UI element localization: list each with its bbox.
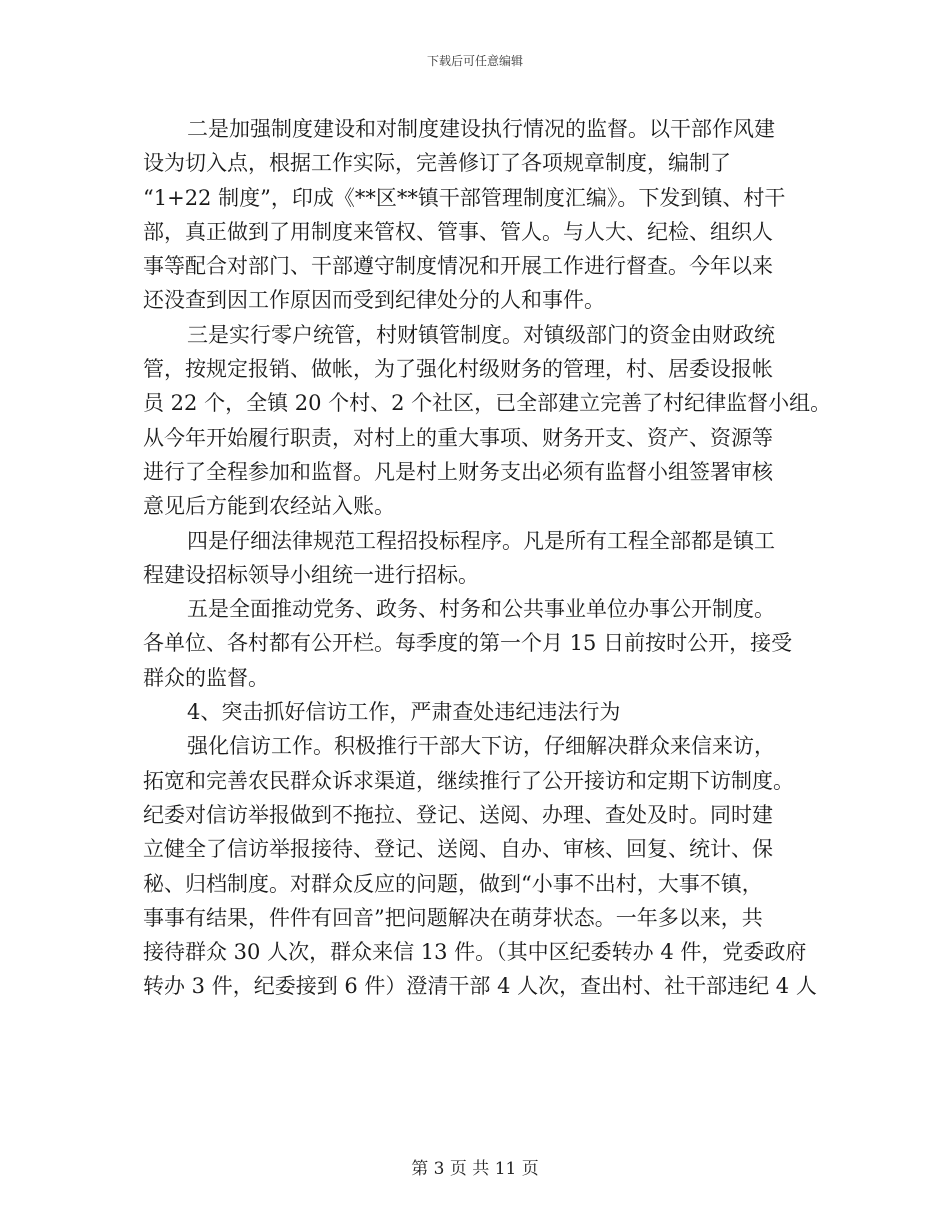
text-line: 各单位、各村都有公开栏。每季度的第一个月 15 日前按时公开，接受: [143, 631, 793, 656]
text-line: 纪委对信访举报做到不拖拉、登记、送阅、办理、查处及时。同时建: [143, 802, 773, 827]
text-line: 秘、归档制度。对群众反应的问题，做到“小事不出村，大事不镇，: [143, 871, 763, 896]
page-number: 第 3 页 共 11 页: [411, 1159, 539, 1179]
text-line: 4、突击抓好信访工作，严肃查处违纪违法行为: [187, 700, 621, 725]
text-line: 拓宽和完善农民群众诉求渠道，继续推行了公开接访和定期下访制度。: [143, 768, 794, 793]
page-header: 下载后可任意编辑: [426, 54, 523, 68]
text-line: 立健全了信访举报接待、登记、送阅、自办、审核、回复、统计、保: [143, 837, 773, 862]
text-line: “1+22 制度”，印成《**区**镇干部管理制度汇编》。下发到镇、村干: [143, 185, 786, 210]
text-line: 进行了全程参加和监督。凡是村上财务支出必须有监督小组签署审核: [143, 459, 773, 484]
text-line: 二是加强制度建设和对制度建设执行情况的监督。以干部作风建: [187, 117, 775, 141]
text-line: 五是全面推动党务、政务、村务和公共事业单位办事公开制度。: [187, 597, 775, 622]
text-line: 三是实行零户统管，村财镇管制度。对镇级部门的资金由财政统: [187, 322, 775, 347]
text-line: 设为切入点，根据工作实际，完善修订了各项规章制度，编制了: [143, 151, 731, 176]
text-line: 强化信访工作。积极推行干部大下访，仔细解决群众来信来访，: [187, 734, 775, 759]
text-line: 群众的监督。: [143, 665, 269, 690]
text-line: 接待群众 30 人次，群众来信 13 件。（其中区纪委转办 4 件，党委政府: [143, 940, 807, 965]
text-line: 转办 3 件，纪委接到 6 件）澄清干部 4 人次，查出村、社干部违纪 4 人: [143, 974, 817, 999]
text-line: 事等配合对部门、干部遵守制度情况和开展工作进行督查。今年以来: [143, 254, 773, 279]
text-line: 管，按规定报销、做帐，为了强化村级财务的管理，村、居委设报帐: [143, 357, 773, 382]
text-line: 从今年开始履行职责，对村上的重大事项、财务开支、资产、资源等: [143, 425, 773, 450]
text-line: 四是仔细法律规范工程招投标程序。凡是所有工程全部都是镇工: [187, 528, 775, 553]
text-line: 意见后方能到农经站入账。: [143, 494, 395, 519]
text-line: 事事有结果，件件有回音”把问题解决在萌芽状态。一年多以来，共: [143, 905, 763, 930]
text-line: 还没查到因工作原因而受到纪律处分的人和事件。: [143, 288, 605, 313]
text-line: 员 22 个，全镇 20 个村、2 个社区，已全部建立完善了村纪律监督小组。: [143, 391, 832, 416]
text-line: 程建设招标领导小组统一进行招标。: [143, 562, 479, 587]
document-body: [143, 112, 832, 1004]
text-line: 部，真正做到了用制度来管权、管事、管人。与人大、纪检、组织人: [143, 219, 773, 244]
